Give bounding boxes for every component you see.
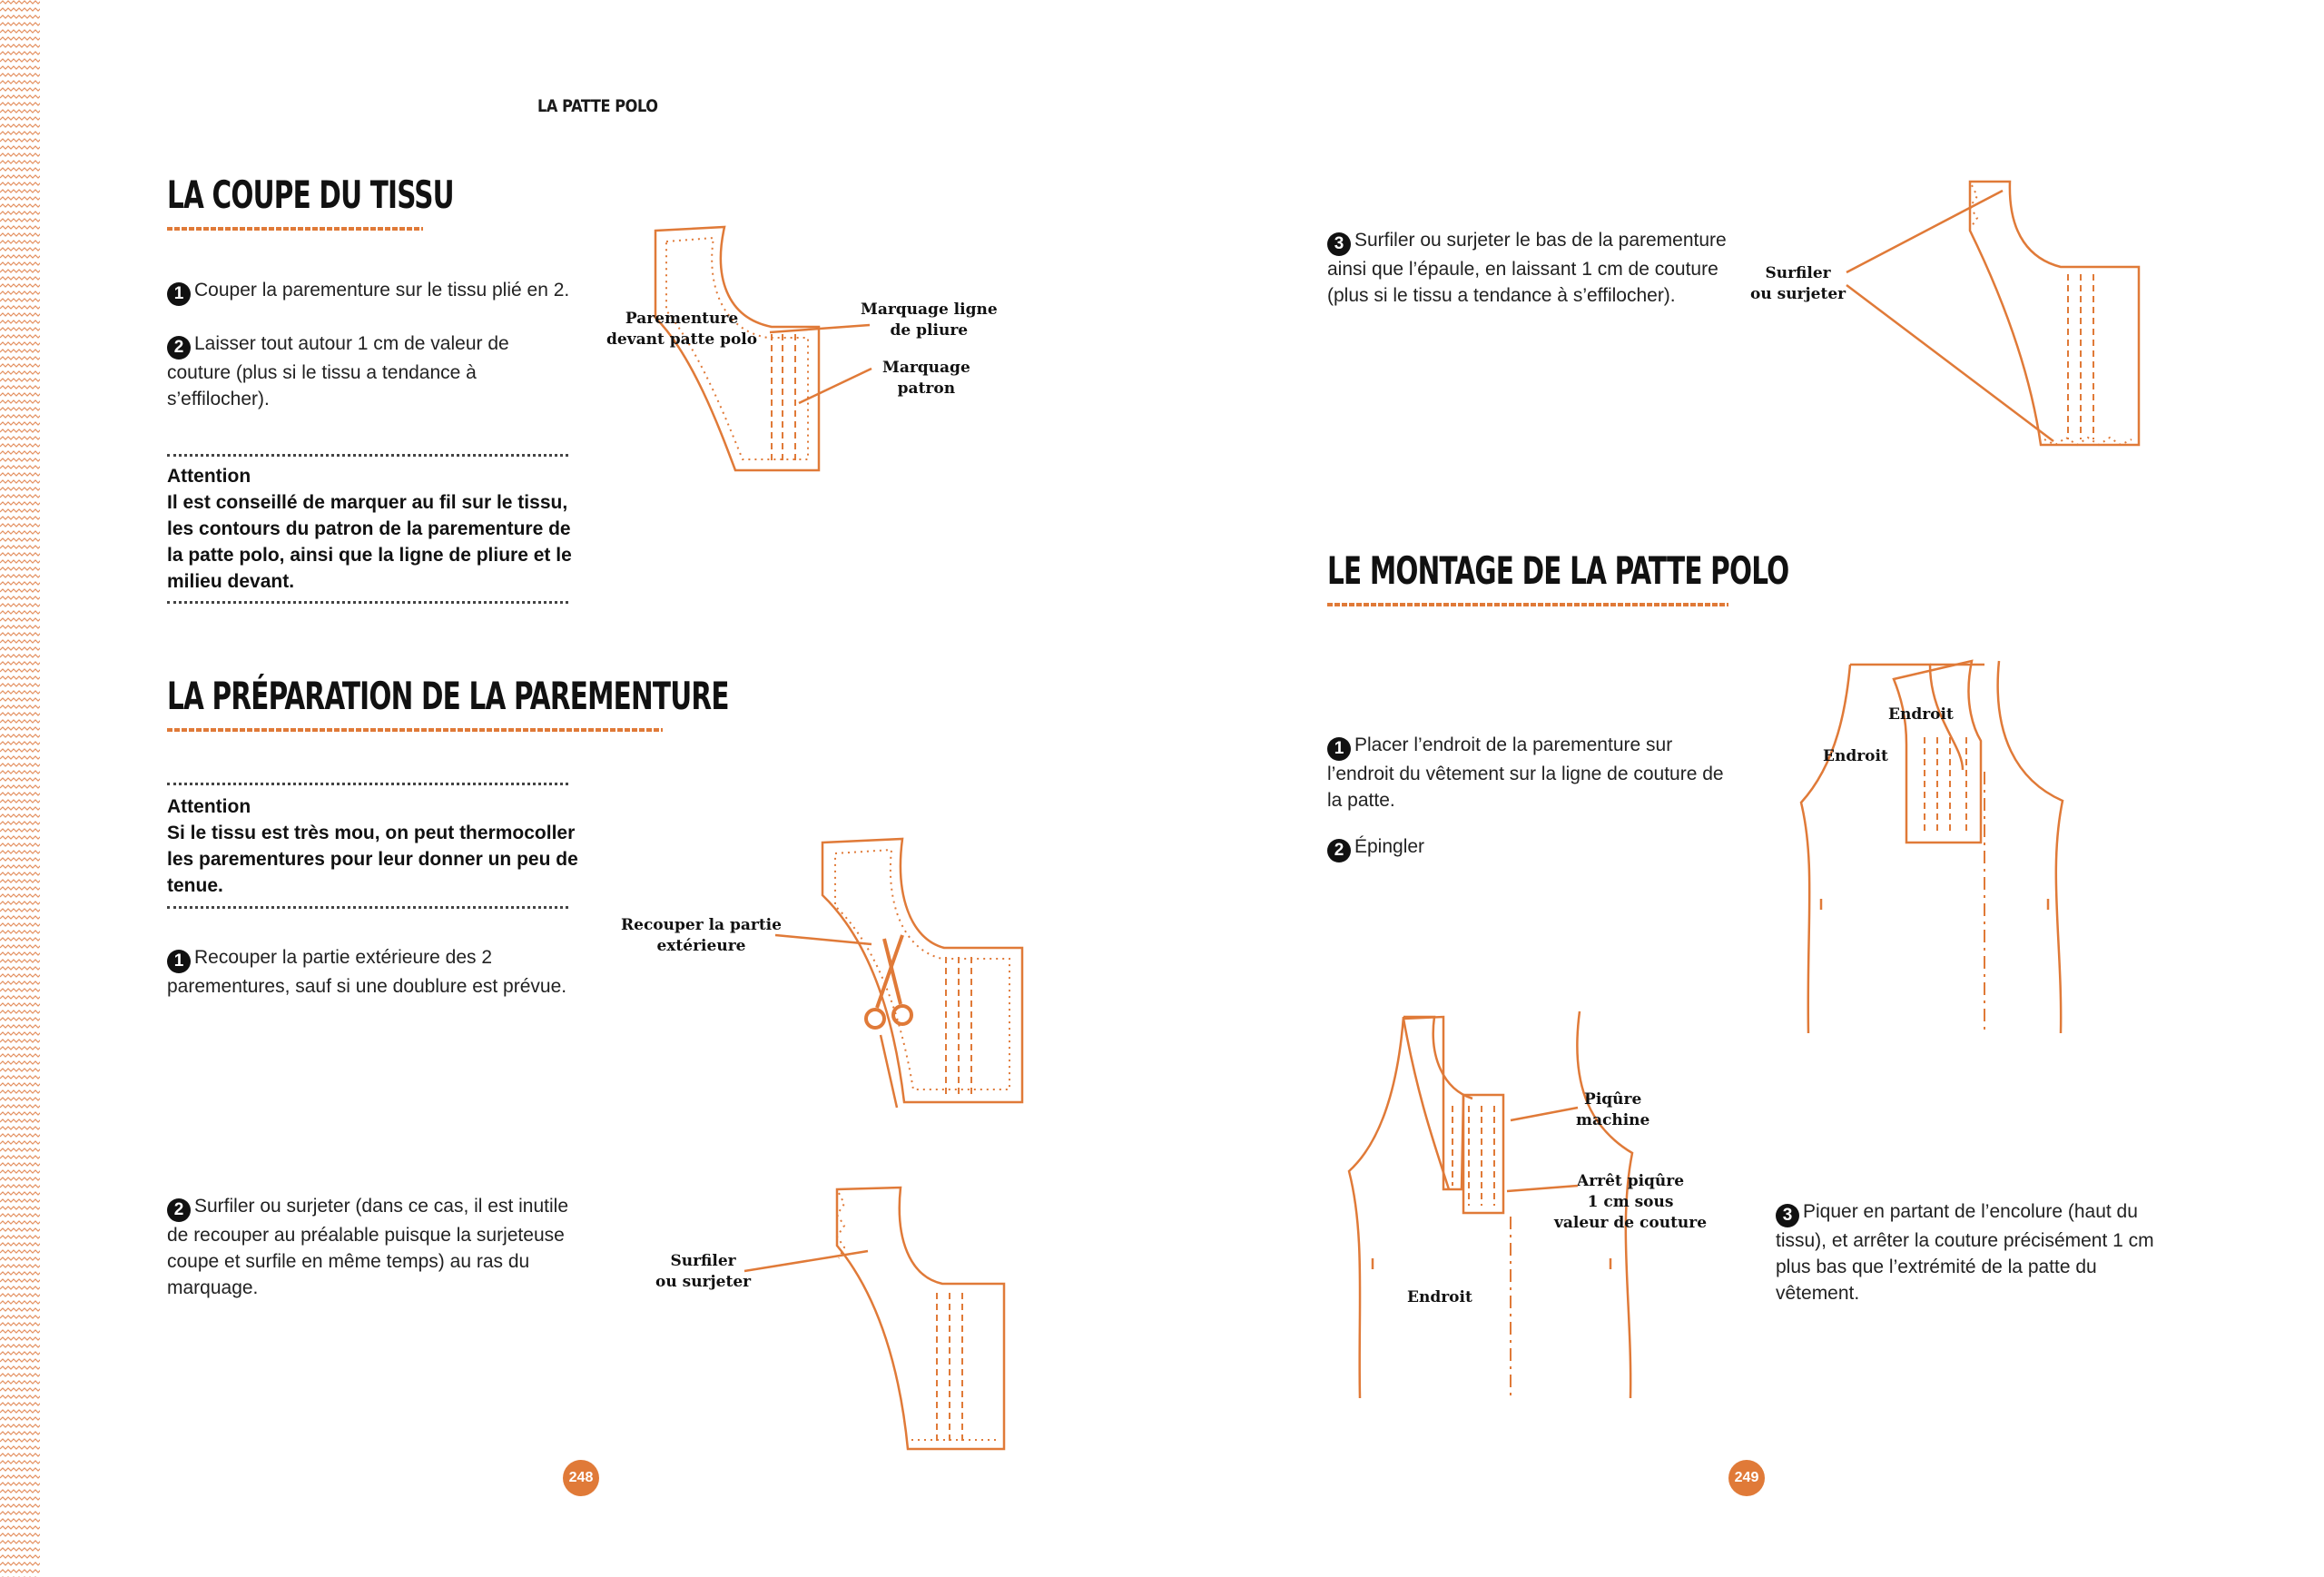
- label-recouper: [621, 915, 782, 957]
- label-surfiler-right: [1750, 263, 1846, 305]
- label-line: ou surjeter: [655, 1273, 752, 1291]
- label-line: Arrêt piqûre: [1577, 1172, 1685, 1190]
- step-3-montage: [1776, 1198, 2184, 1306]
- leader-lines: [1843, 182, 2070, 454]
- step-1-coupe: [167, 277, 576, 306]
- step-text: Piquer en partant de l’encolure (haut du tissu), et arrêter la couture précisément 1 cm plus bas que l’extrémité de la patte du vêtement.: [1776, 1201, 2154, 1304]
- section-title-coupe: LA COUPE DU TISSU: [167, 172, 454, 217]
- label-endroit-vetement: Endroit: [1823, 747, 1888, 765]
- zigzag-margin-border: [0, 0, 44, 1577]
- note-rule-top: [167, 783, 568, 785]
- label-line: Marquage ligne: [861, 301, 998, 319]
- section-title-montage: LE MONTAGE DE LA PATTE POLO: [1327, 548, 1789, 593]
- step-number-2: 2: [167, 1198, 191, 1222]
- step-text: Surfiler ou surjeter le bas de la parementure ainsi que l’épaule, en laissant 1 cm de couture (plus si le tissu a tendance à s’effilocher).: [1327, 230, 1727, 306]
- step-2-montage: [1327, 833, 1736, 862]
- step-1-montage: [1327, 732, 1736, 813]
- leader-line: [743, 1244, 879, 1280]
- label-line: valeur de couture: [1554, 1214, 1708, 1232]
- note-line: la patte polo, ainsi que la ligne de pliure et le: [167, 545, 572, 566]
- attention-note-1: [167, 463, 585, 595]
- label-parementure: [606, 309, 757, 350]
- step-number-1: 1: [1327, 737, 1351, 761]
- label-piqure-machine: [1576, 1089, 1649, 1131]
- label-marquage-patron: [882, 358, 970, 399]
- step-text: Épingler: [1354, 836, 1425, 857]
- step-text: Laisser tout autour 1 cm de valeur de couture (plus si le tissu a tendance à s’effilocher).: [167, 333, 509, 409]
- step-2-coupe: [167, 330, 576, 412]
- label-line: machine: [1576, 1111, 1650, 1129]
- step-number-2: 2: [167, 336, 191, 360]
- label-line: Surfiler: [1765, 264, 1831, 282]
- step-text: Surfiler ou surjeter (dans ce cas, il est inutile de recouper au préalable puisque la surjeteuse coupe et surfile en même temps) au ras du marquage.: [167, 1196, 569, 1298]
- note-line: les contours du patron de la parementure de: [167, 518, 571, 539]
- step-2-preparation: [167, 1193, 576, 1301]
- step-number-3: 3: [1327, 232, 1351, 256]
- figure-leader-lines: [744, 309, 890, 409]
- running-head: LA PATTE POLO: [537, 96, 658, 116]
- note-rule-bottom: [167, 906, 568, 909]
- note-title: Attention: [167, 466, 251, 487]
- leader-line: [773, 930, 882, 957]
- label-line: Piqûre: [1584, 1090, 1642, 1109]
- title-underline: [167, 728, 663, 732]
- note-line: Si le tissu est très mou, on peut thermocoller: [167, 823, 576, 843]
- note-title: Attention: [167, 796, 251, 817]
- step-number-2: 2: [1327, 839, 1351, 862]
- title-underline: [167, 227, 423, 231]
- label-line: patron: [897, 379, 956, 398]
- step-number-1: 1: [167, 950, 191, 973]
- title-underline: [1327, 603, 1728, 606]
- label-line: Recouper la partie: [621, 916, 782, 934]
- note-rule-bottom: [167, 601, 568, 604]
- label-surfiler: [655, 1251, 751, 1293]
- figure-recouper: [808, 817, 1117, 1126]
- step-number-3: 3: [1776, 1204, 1799, 1227]
- note-line: les parementures pour leur donner un peu de: [167, 849, 578, 870]
- figure-surfiler: [817, 1171, 1089, 1471]
- label-endroit-garment: Endroit: [1407, 1288, 1472, 1306]
- label-line: Marquage: [882, 359, 970, 377]
- step-1-preparation: [167, 944, 576, 1000]
- step-text: Placer l’endroit de la parementure sur l’endroit du vêtement sur la ligne de couture de la patte.: [1327, 734, 1724, 811]
- label-line: 1 cm sous: [1587, 1193, 1674, 1211]
- leader-lines: [1503, 1099, 1585, 1198]
- step-text: Recouper la partie extérieure des 2 parementures, sauf si une doublure est prévue.: [167, 947, 567, 997]
- label-line: extérieure: [656, 937, 746, 955]
- step-number-1: 1: [167, 282, 191, 306]
- note-rule-top: [167, 454, 568, 457]
- figure-garment-placement: [1794, 654, 2166, 1035]
- section-title-preparation: LA PRÉPARATION DE LA PAREMENTURE: [167, 674, 729, 718]
- attention-note-2: [167, 793, 585, 899]
- note-line: Il est conseillé de marquer au fil sur le tissu,: [167, 492, 568, 513]
- page-number-248: 248: [563, 1460, 599, 1496]
- label-line: Surfiler: [670, 1252, 736, 1270]
- label-line: Parementure: [625, 310, 739, 328]
- page-number-249: 249: [1728, 1460, 1765, 1496]
- note-line: milieu devant.: [167, 571, 295, 592]
- step-text: Couper la parementure sur le tissu plié en 2.: [194, 280, 570, 301]
- label-line: devant patte polo: [606, 330, 758, 349]
- label-endroit-parementure: Endroit: [1888, 705, 1954, 724]
- note-line: tenue.: [167, 875, 223, 896]
- label-line: de pliure: [890, 321, 969, 340]
- label-line: ou surjeter: [1750, 285, 1846, 303]
- step-3-surfiler: [1327, 227, 1736, 309]
